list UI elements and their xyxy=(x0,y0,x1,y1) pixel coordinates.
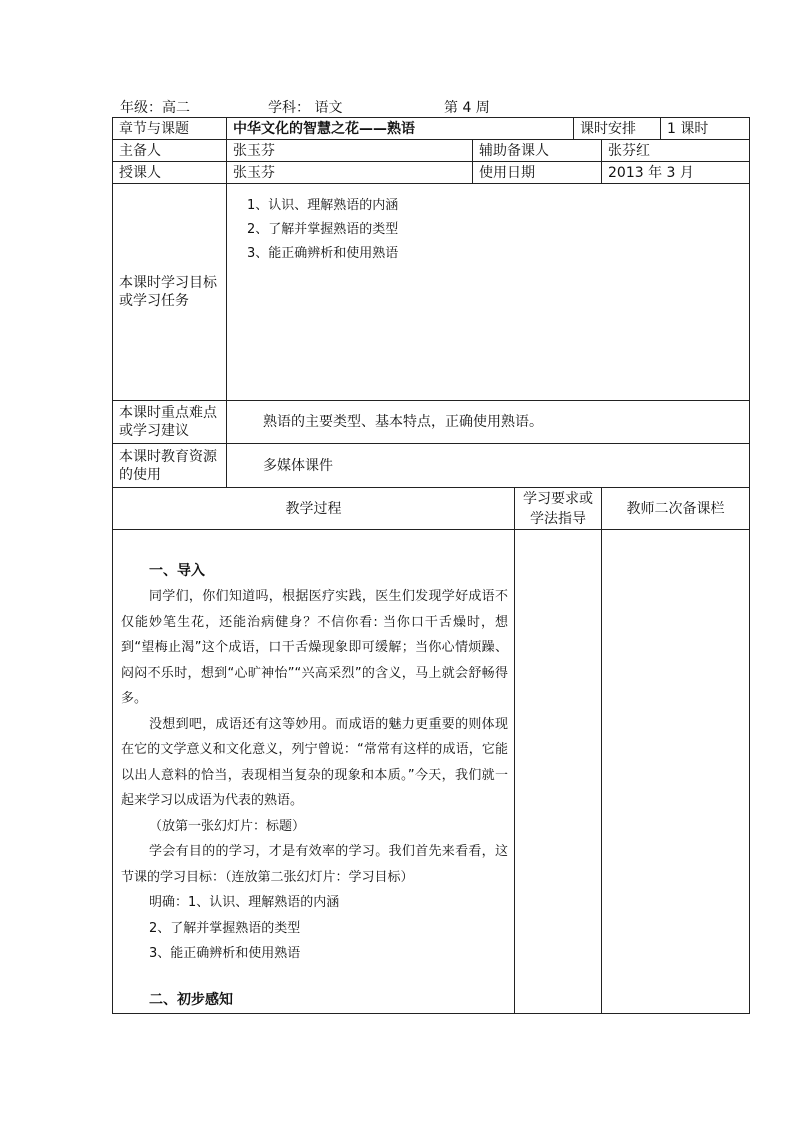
schedule-value: 1 课时 xyxy=(661,118,750,140)
objectives-row xyxy=(113,184,750,401)
paragraph: 明确：1、认识、理解熟语的内涵 xyxy=(149,895,340,910)
notes-column-cell xyxy=(602,530,750,1014)
keypoints-label: 本课时重点难点或学习建议 xyxy=(113,401,227,444)
paragraph: 2、了解并掌握熟语的类型 xyxy=(149,920,301,936)
resources-value: 多媒体课件 xyxy=(227,444,750,488)
page-header xyxy=(120,97,740,117)
keypoints-row xyxy=(113,401,750,444)
schedule-label: 课时安排 xyxy=(574,118,661,140)
notes-column-header: 教师二次备课栏 xyxy=(602,488,750,530)
objective-item: 3、能正确辨析和使用熟语 xyxy=(247,246,399,261)
resources-label: 本课时教育资源的使用 xyxy=(113,444,227,488)
column-header-row xyxy=(113,488,750,530)
teacher-label: 授课人 xyxy=(113,162,227,184)
week-text: 第 4 周 xyxy=(444,100,490,116)
subject-text: 学科： 语文 xyxy=(268,100,343,116)
assist-label: 辅助备课人 xyxy=(473,140,602,162)
grade-text: 年级：高二 xyxy=(120,100,190,116)
date-label: 使用日期 xyxy=(473,162,602,184)
paragraph: 同学们，你们知道吗，根据医疗实践，医生们发现学好成语不仅能妙笔生花，还能治病健身？不信你看: 当你口干舌燥时，想到“望梅止渴”这个成语，口干舌燥现象即可缓解；当你心情烦躁、闷闷不乐时，想到“心旷神怡”“兴高采烈”的含义，马上就会舒畅得多。 xyxy=(121,589,508,706)
guidance-column-cell xyxy=(515,530,602,1014)
objective-item: 1、认识、理解熟语的内涵 xyxy=(247,198,399,213)
paragraph: 没想到吧，成语还有这等妙用。而成语的魅力更重要的则体现在它的文学意义和文化意义，列宁曾说：“常常有这样的成语，它能以出人意料的恰当，表现相当复杂的现象和本质。”今天，我们就一起来学习以成语为代表的熟语。 xyxy=(121,716,508,808)
resources-row xyxy=(113,444,750,488)
guidance-column-header: 学习要求或学法指导 xyxy=(515,488,602,530)
chapter-value: 中华文化的智慧之花——熟语 xyxy=(227,118,574,140)
lead-value: 张玉芬 xyxy=(227,140,473,162)
objectives-label: 本课时学习目标或学习任务 xyxy=(113,184,227,401)
process-content xyxy=(113,530,515,1014)
paragraph: 3、能正确辨析和使用熟语 xyxy=(149,946,301,961)
process-row xyxy=(113,530,750,1014)
paragraph: 学会有目的的学习，才是有效率的学习。我们首先来看看，这节课的学习目标：（连放第二张幻灯片：学习目标） xyxy=(121,844,508,885)
objectives-list xyxy=(227,184,750,401)
section-heading: 二、初步感知 xyxy=(149,991,233,1008)
paragraph: （放第一张幻灯片：标题） xyxy=(149,818,306,834)
teacher-value: 张玉芬 xyxy=(227,162,473,184)
date-value: 2013 年 3 月 xyxy=(602,162,750,184)
chapter-label: 章节与课题 xyxy=(113,118,227,140)
process-column-header: 教学过程 xyxy=(113,488,515,530)
lead-label: 主备人 xyxy=(113,140,227,162)
assist-value: 张芬红 xyxy=(602,140,750,162)
lesson-plan-table xyxy=(112,117,750,1014)
objective-item: 2、了解并掌握熟语的类型 xyxy=(247,222,399,237)
section-heading: 一、导入 xyxy=(149,563,205,579)
lead-row xyxy=(113,140,750,162)
chapter-row xyxy=(113,118,750,140)
teacher-row xyxy=(113,162,750,184)
keypoints-value: 熟语的主要类型、基本特点，正确使用熟语。 xyxy=(227,401,750,444)
